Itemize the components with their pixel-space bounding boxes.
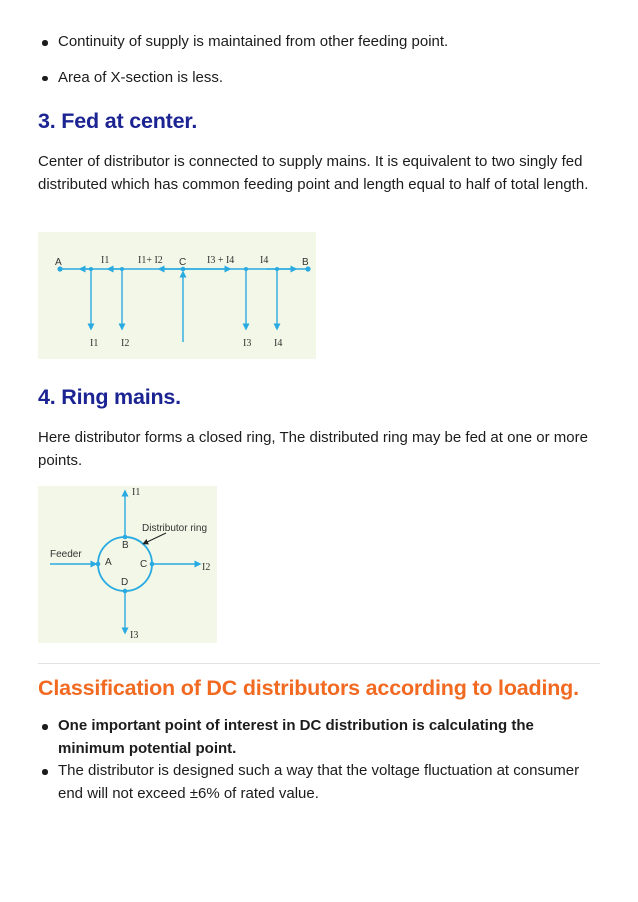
node-a	[96, 562, 101, 567]
label-c: C	[140, 559, 148, 570]
label-b: B	[122, 540, 129, 551]
label-c: C	[179, 257, 187, 268]
list-item: One important point of interest in DC distribution is calculating the minimum potential point.	[38, 715, 600, 760]
top-current-label: I4	[260, 255, 269, 266]
load-current-label: I4	[274, 338, 283, 349]
label-b: B	[302, 257, 309, 268]
load-current-label: I3	[243, 338, 252, 349]
section-paragraph: Center of distributor is connected to supply mains. It is equivalent to two singly fed distributed which has common feeding point and length equal to half of total length.	[38, 153, 589, 193]
top-current-label: I3 + I4	[207, 255, 235, 266]
list-item: Continuity of supply is maintained from other feeding point.	[38, 31, 600, 54]
section-paragraph: Here distributor forms a closed ring, The distributed ring may be fed at one or more points.	[38, 429, 588, 469]
section-heading-ring-mains: 4. Ring mains.	[38, 385, 181, 409]
label-i3: I3	[130, 630, 139, 641]
label-feeder: Feeder	[50, 549, 82, 560]
fed-at-center-diagram	[38, 232, 316, 359]
ring-mains-diagram	[38, 486, 217, 643]
label-a: A	[105, 557, 112, 568]
list-item: Area of X-section is less.	[38, 67, 600, 90]
label-distributor-ring: Distributor ring	[142, 523, 208, 534]
label-d: D	[121, 577, 129, 588]
section-heading-fed-at-center: 3. Fed at center.	[38, 109, 198, 133]
section-heading-classification: Classification of DC distributors according to loading.	[38, 676, 579, 700]
section-divider	[38, 663, 600, 664]
label-i2: I2	[202, 562, 211, 573]
list-item: The distributor is designed such a way that the voltage fluctuation at consumer end will not exceed ±6% of rated value.	[38, 760, 600, 805]
intro-bullet-list	[38, 31, 600, 89]
classification-bullet-list	[38, 715, 600, 805]
label-a: A	[55, 257, 62, 268]
top-current-label: I1	[101, 255, 110, 266]
load-current-label: I1	[90, 338, 99, 349]
top-current-label: I1+ I2	[138, 255, 163, 266]
load-current-label: I2	[121, 338, 130, 349]
label-i1: I1	[132, 487, 141, 498]
